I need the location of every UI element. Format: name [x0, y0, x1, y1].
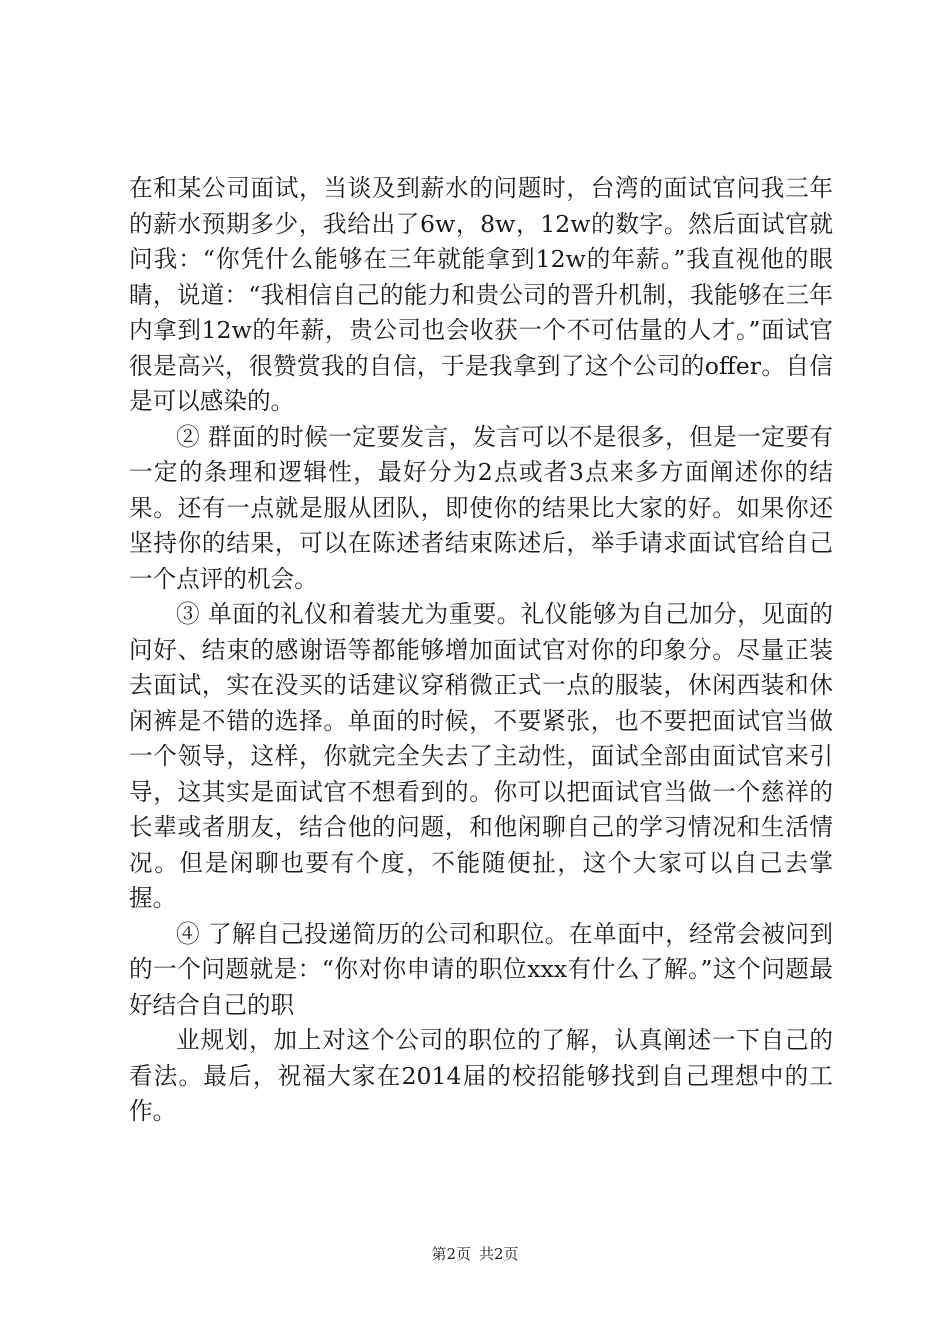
- page-footer: [0, 1244, 950, 1264]
- page-total: 共2页: [479, 1245, 519, 1263]
- paragraph-group-interview: ② 群面的时候一定要发言，发言可以不是很多，但是一定要有一定的条理和逻辑性，最好分为2点或者3点来多方面阐述你的结果。还有一点就是服从团队，即使你的结果比大家的好。如果你还坚持你的结果，可以在陈述者结束陈述后，举手请求面试官给自己一个点评的机会。: [129, 422, 833, 593]
- document-body: [129, 171, 833, 1130]
- paragraph-single-interview-etiquette: ③ 单面的礼仪和着装尤为重要。礼仪能够为自己加分，见面的问好、结束的感谢语等都能够增加面试官对你的印象分。尽量正装去面试，实在没买的话建议穿稍微正式一点的服装，休闲西装和休闲裤是不错的选择。单面的时候，不要紧张，也不要把面试官当做一个领导，这样，你就完全失去了主动性，面试全部由面试官来引导，这其实是面试官不想看到的。你可以把面试官当做一个慈祥的长辈或者朋友，结合他的问题，和他闲聊自己的学习情况和生活情况。但是闲聊也要有个度，不能随便扯，这个大家可以自己去掌握。: [129, 600, 833, 912]
- page-number: 第2页: [431, 1245, 471, 1263]
- paragraph-interview-confidence: 在和某公司面试，当谈及到薪水的问题时，台湾的面试官问我三年的薪水预期多少，我给出了6w，8w，12w的数字。然后面试官就问我：“你凭什么能够在三年就能拿到12w的年薪。”我直视他的眼睛，说道：“我相信自己的能力和贵公司的晋升机制，我能够在三年内拿到12w的年薪，贵公司也会收获一个不可估量的人才。”面试官很是高兴，很赞赏我的自信，于是我拿到了这个公司的offer。自信是可以感染的。: [129, 174, 833, 415]
- paragraph-career-plan: 业规划，加上对这个公司的职位的了解，认真阐述一下自己的看法。最后，祝福大家在2014届的校招能够找到自己理想中的工作。: [129, 1026, 833, 1125]
- paragraph-know-company: ④ 了解自己投递简历的公司和职位。在单面中，经常会被问到的一个问题就是：“你对你申请的职位xxx有什么了解。”这个问题最好结合自己的职: [129, 919, 833, 1019]
